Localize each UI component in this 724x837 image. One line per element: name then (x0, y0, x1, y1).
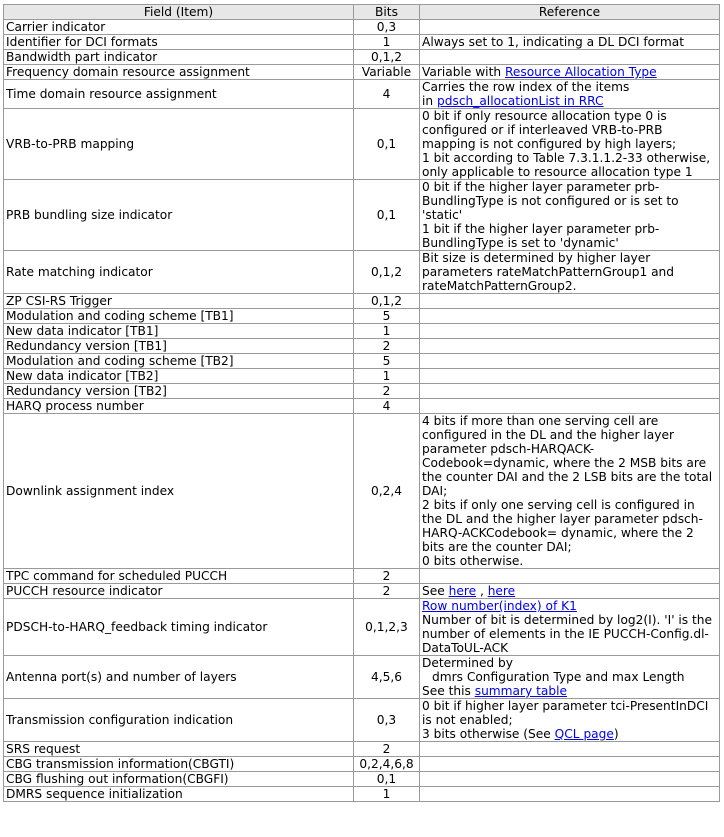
reference-cell: 0 bit if the higher layer parameter prb- BundlingType is not configured or is set to 'static' 1 bit if the higher layer parameter prb- BundlingType is set to 'dynamic' (420, 180, 720, 251)
field-cell: New data indicator [TB2] (4, 369, 354, 384)
summary-table-link[interactable]: summary table (474, 684, 567, 698)
field-cell: VRB-to-PRB mapping (4, 109, 354, 180)
field-cell: PRB bundling size indicator (4, 180, 354, 251)
field-cell: Frequency domain resource assignment (4, 65, 354, 80)
column-header-reference: Reference (420, 5, 720, 20)
reference-cell (420, 656, 720, 699)
table-header-row (4, 5, 720, 20)
field-cell: Modulation and coding scheme [TB2] (4, 354, 354, 369)
reference-text: 3 bits otherwise (See (422, 727, 555, 741)
reference-text: See this (422, 684, 475, 698)
reference-cell (420, 569, 720, 584)
field-cell: Modulation and coding scheme [TB1] (4, 309, 354, 324)
reference-cell (420, 772, 720, 787)
bits-cell: 1 (354, 787, 420, 802)
table-row (4, 599, 720, 656)
field-cell: Redundancy version [TB1] (4, 339, 354, 354)
column-header-field: Field (Item) (4, 5, 354, 20)
reference-cell: 4 bits if more than one serving cell are configured in the DL and the higher layer parameter pdsch-HARQACK- Codebook=dynamic, where the 2 MSB bits are the counter DAI and the 2 LSB bits are the total DAI; 2 bits if only one serving cell is configured in the DL and the higher layer parameter pdsch- HARQ-ACKCodebook= dynamic, where the 2 bits are the counter DAI; 0 bits otherwise. (420, 414, 720, 569)
bits-cell: 5 (354, 354, 420, 369)
reference-cell (420, 584, 720, 599)
table-row (4, 569, 720, 584)
table-row (4, 584, 720, 599)
reference-text: Variable with (422, 65, 505, 79)
reference-cell (420, 324, 720, 339)
field-cell: CBG transmission information(CBGTI) (4, 757, 354, 772)
field-cell: Time domain resource assignment (4, 80, 354, 109)
bits-cell: 4,5,6 (354, 656, 420, 699)
field-cell: Transmission configuration indication (4, 699, 354, 742)
k1-row-number-link[interactable]: Row number(index) of K1 (422, 599, 577, 613)
table-row (4, 180, 720, 251)
bits-cell: 2 (354, 384, 420, 399)
column-header-bits: Bits (354, 5, 420, 20)
table-row (4, 20, 720, 35)
reference-cell (420, 309, 720, 324)
table-row (4, 656, 720, 699)
table-row (4, 772, 720, 787)
bits-cell: 1 (354, 35, 420, 50)
field-cell: Antenna port(s) and number of layers (4, 656, 354, 699)
reference-text: Determined by (422, 656, 513, 670)
table-row (4, 354, 720, 369)
table-row (4, 399, 720, 414)
bits-cell: 0,2,4,6,8 (354, 757, 420, 772)
here-link-2[interactable]: here (487, 584, 516, 598)
reference-cell (420, 599, 720, 656)
field-cell: SRS request (4, 742, 354, 757)
bits-cell: 5 (354, 309, 420, 324)
bits-cell: 4 (354, 80, 420, 109)
table-row (4, 80, 720, 109)
reference-cell (420, 369, 720, 384)
reference-text: 0 bit if higher layer parameter tci-PresentInDCI is not enabled; (422, 699, 709, 727)
bits-cell: 0,1,2 (354, 251, 420, 294)
reference-text: ) (613, 727, 619, 741)
field-cell: Carrier indicator (4, 20, 354, 35)
bits-cell: 2 (354, 569, 420, 584)
reference-cell: Always set to 1, indicating a DL DCI format (420, 35, 720, 50)
bits-cell: 2 (354, 339, 420, 354)
field-cell: Redundancy version [TB2] (4, 384, 354, 399)
field-cell: HARQ process number (4, 399, 354, 414)
reference-cell (420, 384, 720, 399)
qcl-page-link[interactable]: QCL page (554, 727, 614, 741)
field-cell: ZP CSI-RS Trigger (4, 294, 354, 309)
table-row (4, 742, 720, 757)
bits-cell: 0,1,2,3 (354, 599, 420, 656)
table-row (4, 109, 720, 180)
bits-cell: Variable (354, 65, 420, 80)
reference-cell (420, 65, 720, 80)
reference-cell (420, 787, 720, 802)
field-cell: Bandwidth part indicator (4, 50, 354, 65)
reference-cell (420, 20, 720, 35)
reference-cell (420, 294, 720, 309)
field-cell: New data indicator [TB1] (4, 324, 354, 339)
table-row (4, 369, 720, 384)
reference-text: See (422, 584, 449, 598)
resource-allocation-type-link[interactable]: Resource Allocation Type (504, 65, 657, 79)
table-row (4, 251, 720, 294)
table-row (4, 787, 720, 802)
table-row (4, 699, 720, 742)
field-cell: PUCCH resource indicator (4, 584, 354, 599)
reference-cell (420, 742, 720, 757)
reference-cell (420, 339, 720, 354)
reference-text: Number of bit is determined by log2(I). 'I' is the number of elements in the IE PUCCH-Config.dl- DataToUL-ACK (422, 613, 713, 655)
reference-cell: Bit size is determined by higher layer parameters rateMatchPatternGroup1 and rateMatchPatternGroup2. (420, 251, 720, 294)
field-cell: CBG flushing out information(CBGFI) (4, 772, 354, 787)
reference-cell (420, 50, 720, 65)
bits-cell: 0,1,2 (354, 294, 420, 309)
reference-separator: , (476, 584, 488, 598)
field-cell: Identifier for DCI formats (4, 35, 354, 50)
bits-cell: 0,3 (354, 20, 420, 35)
table-row (4, 50, 720, 65)
field-cell: Rate matching indicator (4, 251, 354, 294)
reference-cell (420, 399, 720, 414)
reference-cell (420, 757, 720, 772)
bits-cell: 0,2,4 (354, 414, 420, 569)
bits-cell: 0,1,2 (354, 50, 420, 65)
reference-text: in (422, 94, 437, 108)
table-row (4, 384, 720, 399)
bits-cell: 2 (354, 742, 420, 757)
table-row (4, 414, 720, 569)
bits-cell: 0,1 (354, 109, 420, 180)
table-row (4, 339, 720, 354)
bits-cell: 0,3 (354, 699, 420, 742)
reference-text: Carries the row index of the items (422, 80, 630, 94)
table-row (4, 294, 720, 309)
bits-cell: 0,1 (354, 180, 420, 251)
field-cell: Downlink assignment index (4, 414, 354, 569)
bits-cell: 1 (354, 324, 420, 339)
reference-cell (420, 699, 720, 742)
reference-cell (420, 354, 720, 369)
field-cell: PDSCH-to-HARQ_feedback timing indicator (4, 599, 354, 656)
pdsch-allocation-list-link[interactable]: pdsch_allocationList in RRC (437, 94, 604, 108)
bits-cell: 4 (354, 399, 420, 414)
here-link-1[interactable]: here (448, 584, 477, 598)
bits-cell: 1 (354, 369, 420, 384)
reference-cell: 0 bit if only resource allocation type 0 is configured or if interleaved VRB-to-PRB mapping is not configured by high layers; 1 bit according to Table 7.3.1.1.2-33 otherwise, only applicable to resource allocation type 1 (420, 109, 720, 180)
bits-cell: 2 (354, 584, 420, 599)
field-cell: TPC command for scheduled PUCCH (4, 569, 354, 584)
table-row (4, 757, 720, 772)
field-cell: DMRS sequence initialization (4, 787, 354, 802)
table-row (4, 65, 720, 80)
table-row (4, 324, 720, 339)
table-row (4, 309, 720, 324)
reference-text: dmrs Configuration Type and max Length (432, 670, 685, 684)
dci-format-table (3, 4, 720, 802)
reference-cell (420, 80, 720, 109)
bits-cell: 0,1 (354, 772, 420, 787)
table-row (4, 35, 720, 50)
